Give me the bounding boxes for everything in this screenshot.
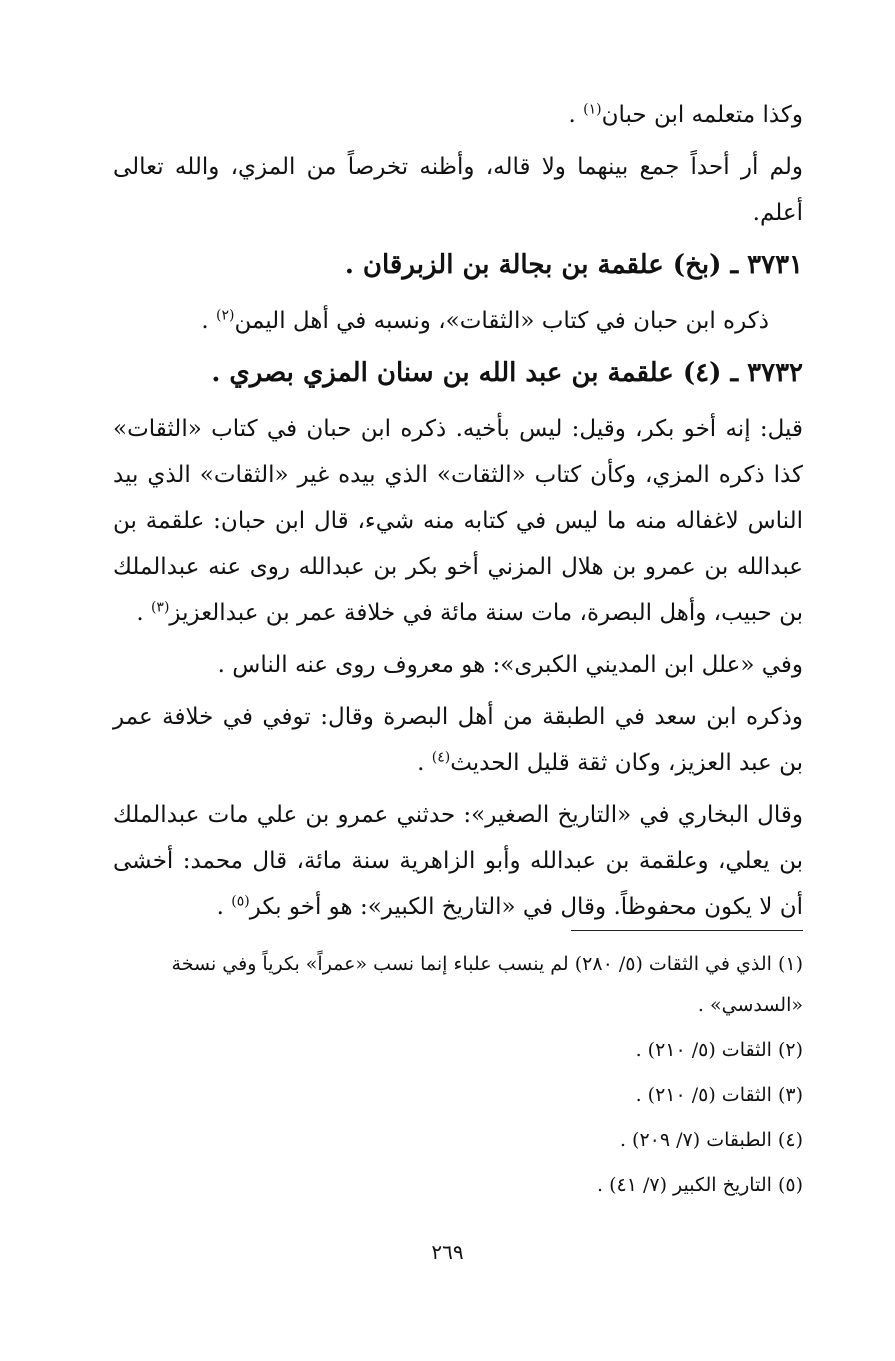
paragraph-4 [113, 406, 803, 636]
paragraph-7 [113, 792, 803, 930]
footnote-separator [571, 930, 803, 931]
page-number: ٢٦٩ [431, 1240, 464, 1264]
footnote-ref-2: (٢) [215, 307, 235, 324]
entry-heading-3732: ٣٧٣٢ ـ (٤) علقمة بن عبد الله بن سنان المزي بصري . [211, 358, 803, 388]
paragraph-1-tail: . [568, 102, 584, 128]
paragraph-2: ولم أر أحداً جمع بينهما ولا قاله، وأظنه تخرصاً من المزي، والله تعالى أعلم. [113, 154, 803, 226]
footnote-3: (٣) الثقات (٥/ ٢١٠) . [635, 1084, 803, 1106]
footnote-2: (٢) الثقات (٥/ ٢١٠) . [635, 1039, 803, 1061]
paragraph-4-tail: . [136, 600, 151, 626]
footnotes [123, 944, 803, 1210]
paragraph-6 [113, 694, 803, 786]
paragraph-4-text: قيل: إنه أخو بكر، وقيل: ليس بأخيه. ذكره ابن حبان في كتاب «الثقات» كذا ذكره المزي، وكأن كتاب «الثقات» الذي بيده غير «الثقات» الذي بيد الناس لاغفاله منه ما ليس في كتابه منه شيء، قال ابن حبان: علقمة بن عبدالله بن عمرو بن هلال المزني أخو بكر بن عبدالله روى عنه عبدالملك بن حبيب، وأهل البصرة، مات سنة مائة في خلافة عمر بن عبدالعزيز [113, 416, 803, 626]
paragraph-6-text: وذكره ابن سعد في الطبقة من أهل البصرة وقال: توفي في خلافة عمر بن عبد العزيز، وكان ثقة قليل الحديث [113, 704, 803, 776]
paragraph-3-tail: . [201, 308, 216, 334]
paragraph-7-tail: . [216, 894, 232, 920]
footnote-ref-3: (٣) [150, 599, 170, 616]
paragraph-5: وفي «علل ابن المديني الكبرى»: هو معروف روى عنه الناس . [217, 652, 803, 678]
paragraph-1 [113, 92, 803, 138]
footnote-5: (٥) التاريخ الكبير (٧/ ٤١) . [596, 1174, 803, 1196]
footnote-ref-4: (٤) [431, 749, 451, 766]
footnote-ref-5: (٥) [231, 893, 250, 910]
main-text [113, 92, 803, 936]
paragraph-1-text: وكذا متعلمه ابن حبان [601, 102, 803, 128]
footnote-4: (٤) الطبقات (٧/ ٢٠٩) . [619, 1129, 803, 1151]
footnote-1: (١) الذي في الثقات (٥/ ٢٨٠) لم ينسب علباء إنما نسب «عمراً» بكرياً وفي نسخة «السدسي» . [171, 953, 803, 1016]
paragraph-7-text: وقال البخاري في «التاريخ الصغير»: حدثني عمرو بن علي مات عبدالملك بن يعلي، وعلقمة بن عبدالله وأبو الزاهرية سنة مائة، قال محمد: أخشى أن لا يكون محفوظاً. وقال في «التاريخ الكبير»: هو أخو بكر [113, 802, 803, 920]
paragraph-3-text: ذكره ابن حبان في كتاب «الثقات»، ونسبه في أهل اليمن [234, 308, 769, 334]
entry-heading-3731: ٣٧٣١ ـ (بخ) علقمة بن بجالة بن الزبرقان . [344, 250, 803, 280]
paragraph-3 [113, 298, 803, 344]
paragraph-6-tail: . [417, 750, 432, 776]
footnote-ref-1: (١) [583, 101, 602, 118]
